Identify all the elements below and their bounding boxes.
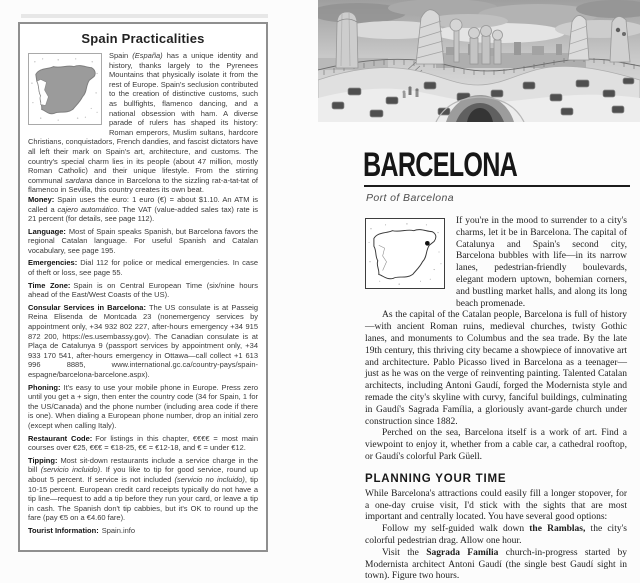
paragraph-1: If you're in the mood to surrender to a city's charms, let it be in Barcelona. The capital of Catalunya and Spain's second city, Barcelona bubbles with life—in its narrow lanes, pedestrian-friendly boulevards, elegant modern uptown, bohemian corners, and bustling market halls, and along its long beach promenade.: [456, 216, 627, 309]
planning-your-time-heading: PLANNING YOUR TIME: [365, 472, 507, 485]
paragraph-3: Perched on the sea, Barcelona itself is a work of art. Find a viewpoint to enjoy it, whether from a cable car, a cathedral rooftop, or Gaudí's colorful Park Güell.: [365, 428, 627, 462]
practicalities-text: [28, 51, 258, 536]
planning-paragraph-1: While Barcelona's attractions could easily fill a longer stopover, for a one-day cruise visit, I'd stick with the sights that are most important and centrally located. You have several good options:: [365, 488, 627, 523]
entry-text: Dial 112 for police or medical emergencies. In case of theft or loss, see page 55.: [28, 258, 258, 278]
chapter-title: BARCELONA: [363, 146, 518, 184]
paragraph-2: As the capital of the Catalan people, Barcelona is full of history—with ancient Roman ruins, medieval churches, twisty Gothic lanes, and monuments to Columbus and the sea trade. By the late 19th century, this thriving city became a showpiece of innovative art and architecture. Pablo Picasso lived in Barcelona as a teenager—just as he was on the verge of reinventing painting. Talented Catalan architects, including Antoni Gaudí, forged the Modernista style and remade the city's skyline with curvy, fanciful buildings, culminating in Gaudí's Sagrada Família, a gloriously avant-garde church under construction since 1882.: [365, 310, 627, 427]
entry-text: Spain.info: [101, 525, 136, 535]
entry-money: [28, 195, 258, 224]
entry-label: Language:: [28, 226, 66, 236]
entry-text: The US consulate is at Passeig Reina Elisenda de Montcada 23 (nonemergency services by appointment only, +34 932 802 227, after-hours emergency +34 915 872 200, https://es.usembassy.gov). The Canadian consulate is at Plaça de Catalunya 9 (passport services by appointment only, +34 933 170 541, after-hours emergency in Ottawa—call collect +1 613 996 8885, www.international.gc.ca/country-pays/spain-espagne/barcelona-barcelone.aspx).: [28, 302, 258, 379]
spain-map-graphic: [28, 53, 102, 125]
entry-text: For listings in this chapter, €€€€ = most main courses over €25, €€€ = €18-25, €€ = €12-18, and € = under €12.: [28, 433, 258, 453]
entry-language: [28, 227, 258, 256]
entry-tourist-information: [28, 526, 258, 536]
entry-tipping: [28, 456, 258, 523]
entry-consular-services: [28, 303, 258, 380]
casa-mila-rooftop-photo: [318, 0, 640, 122]
entry-phoning: [28, 383, 258, 431]
entry-label: Consular Services in Barcelona:: [28, 302, 146, 312]
spain-practicalities-box: [18, 22, 268, 552]
title-rule: [364, 185, 630, 187]
entry-label: Restaurant Code:: [28, 433, 93, 443]
entry-label: Emergencies:: [28, 258, 78, 268]
planning-paragraph-2: Follow my self-guided walk down the Ramblas, the city's colorful pedestrian drag. Allow one hour.: [365, 524, 627, 546]
entry-emergencies: [28, 258, 258, 277]
entry-text: Most sit-down restaurants include a service charge in the bill (servicio incluido). If you like to tip for good service, round up about 5 percent. If service is not included (servicio no incluido), tip 10-15 percent. European credit card receipts typically do not have a tip line—request to add a tip before they run your card, or leave a tip in cash. The Spanish don't tip cabbies, but it's OK to round up the fare (pay €5 on a €4.60 fare).: [28, 455, 258, 523]
entry-text: It's easy to use your mobile phone in Europe. Press zero until you get a + sign, then enter the country code (34 for Spain, 1 for the US/Canada) and the phone number (including area code if there is one). When dialing a European phone number, drop an initial zero (except when calling Italy).: [28, 382, 258, 430]
entry-label: Tipping:: [28, 455, 58, 465]
iberia-locator-map: [365, 218, 445, 289]
entry-restaurant-code: [28, 434, 258, 453]
entry-text: Spain uses the euro: 1 euro (€) = about $1.10. An ATM is called a cajero automático. The VAT (value-added sales tax) rate is 21 percent (for details, see page 112).: [28, 194, 259, 224]
entry-text: Most of Spain speaks Spanish, but Barcelona favors the regional Catalan language. For useful Spanish and Catalan vocabulary, see page 195.: [28, 226, 258, 255]
intro-text: Spain (España) has a unique identity and history, thanks largely to the Pyrenees Mountains that physically isolate it from the rest of Europe. Spain's seclusion contributed to the creation of distinctive customs, such as bullfights, flamenco dancing, and a national obsession with ham. A diverse parade of rulers has shaped its history: Roman emperors, Muslim sultans, hardcore Christians, conquistadors, French dandies, and fascist dictators have all left their mark on Spain's art, architecture, and customs. The country's special charm lies in its people (about 47 million, mostly Roman Catholic) and their unique lifestyle. From the stirring communal sardana dance in Barcelona to the sizzling rat-a-tat-tat of flamenco in Sevilla, this country creates its own beat.: [28, 51, 258, 195]
entry-label: Tourist Information:: [28, 525, 99, 535]
barcelona-dot: [425, 241, 430, 246]
intro-paragraph: [28, 51, 258, 195]
entry-label: Phoning:: [28, 382, 61, 392]
page-scan-shadow: [21, 14, 268, 18]
chapter-body: [365, 216, 627, 583]
entry-label: Money:: [28, 194, 55, 204]
chapter-subtitle: Port of Barcelona: [366, 192, 454, 204]
entry-label: Time Zone:: [28, 280, 71, 290]
entry-time-zone: [28, 281, 258, 300]
planning-paragraph-3: Visit the Sagrada Família church-in-progress started by Modernista architect Antoni Gaudí (the single best Gaudí sight in town). Figure two hours.: [365, 547, 628, 582]
entry-text: Spain is on Central European Time (six/nine hours ahead of the East/West Coasts of the US).: [28, 280, 259, 300]
box-title: Spain Practicalities: [81, 31, 205, 46]
